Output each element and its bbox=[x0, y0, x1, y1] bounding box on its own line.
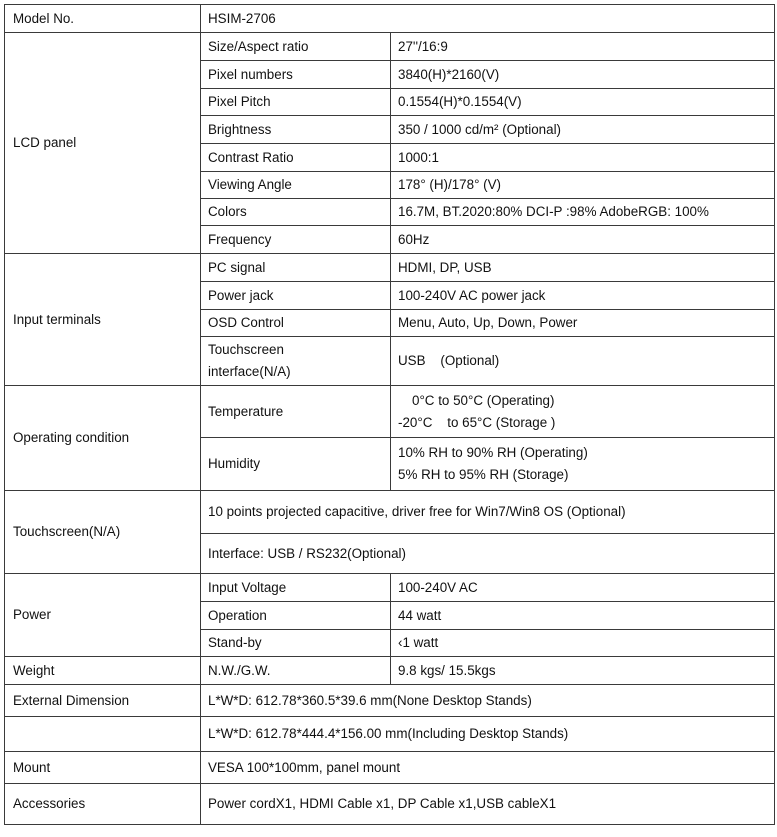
input-row-value: HDMI, DP, USB bbox=[391, 254, 775, 282]
operating-temperature-name: Temperature bbox=[201, 386, 391, 438]
touchscreen-interface: Interface: USB / RS232(Optional) bbox=[201, 534, 775, 574]
lcd-row-value: 16.7M, BT.2020:80% DCI-P :98% AdobeRGB: 100% bbox=[391, 199, 775, 226]
operating-humidity-value bbox=[391, 438, 775, 491]
row-power-input bbox=[5, 574, 775, 602]
label-touchscreen: Touchscreen(N/A) bbox=[5, 491, 201, 574]
lcd-row-name: Contrast Ratio bbox=[201, 144, 391, 172]
row-mount bbox=[5, 752, 775, 784]
label-model: Model No. bbox=[5, 5, 201, 33]
lcd-row-name: Pixel Pitch bbox=[201, 89, 391, 116]
lcd-row-name: Frequency bbox=[201, 226, 391, 254]
weight-value: 9.8 kgs/ 15.5kgs bbox=[391, 657, 775, 685]
lcd-row-value: 3840(H)*2160(V) bbox=[391, 61, 775, 89]
power-row-value: ‹1 watt bbox=[391, 630, 775, 657]
label-lcd-panel: LCD panel bbox=[5, 33, 201, 254]
label-external-dimension: External Dimension bbox=[5, 685, 201, 717]
spec-table bbox=[4, 4, 775, 825]
label-operating-condition: Operating condition bbox=[5, 386, 201, 491]
accessories-value: Power cordX1, HDMI Cable x1, DP Cable x1,USB cableX1 bbox=[201, 784, 775, 825]
input-row-value: Menu, Auto, Up, Down, Power bbox=[391, 310, 775, 337]
mount-value: VESA 100*100mm, panel mount bbox=[201, 752, 775, 784]
value-model: HSIM-2706 bbox=[201, 5, 775, 33]
power-row-name: Stand-by bbox=[201, 630, 391, 657]
humidity-storage: 5% RH to 95% RH (Storage) bbox=[398, 467, 569, 482]
dimension-no-stand: L*W*D: 612.78*360.5*39.6 mm(None Desktop Stands) bbox=[201, 685, 775, 717]
lcd-row-name: Colors bbox=[201, 199, 391, 226]
lcd-row-value: 350 / 1000 cd/m² (Optional) bbox=[391, 116, 775, 144]
label-weight: Weight bbox=[5, 657, 201, 685]
label-accessories: Accessories bbox=[5, 784, 201, 825]
lcd-row-name: Viewing Angle bbox=[201, 172, 391, 199]
operating-humidity-name: Humidity bbox=[201, 438, 391, 491]
dimension-with-stand: L*W*D: 612.78*444.4*156.00 mm(Including Desktop Stands) bbox=[201, 717, 775, 752]
temperature-operating: 0°C to 50°C (Operating) bbox=[412, 392, 555, 408]
row-lcd-size bbox=[5, 33, 775, 61]
input-touch-name-line2: interface(N/A) bbox=[208, 364, 291, 379]
touchscreen-type: 10 points projected capacitive, driver free for Win7/Win8 OS (Optional) bbox=[201, 491, 775, 534]
lcd-row-name: Pixel numbers bbox=[201, 61, 391, 89]
label-external-dimension-blank bbox=[5, 717, 201, 752]
row-dimension-no-stand bbox=[5, 685, 775, 717]
input-row-name: Power jack bbox=[201, 282, 391, 310]
input-row-value: 100-240V AC power jack bbox=[391, 282, 775, 310]
lcd-row-value: 178° (H)/178° (V) bbox=[391, 172, 775, 199]
row-accessories bbox=[5, 784, 775, 825]
input-row-name: PC signal bbox=[201, 254, 391, 282]
input-row-value bbox=[391, 337, 775, 386]
input-touch-value: USB (Optional) bbox=[398, 353, 500, 368]
input-touch-name bbox=[201, 337, 391, 386]
lcd-row-name: Brightness bbox=[201, 116, 391, 144]
weight-name: N.W./G.W. bbox=[201, 657, 391, 685]
label-input-terminals: Input terminals bbox=[5, 254, 201, 386]
label-mount: Mount bbox=[5, 752, 201, 784]
power-row-name: Input Voltage bbox=[201, 574, 391, 602]
row-touchscreen-type bbox=[5, 491, 775, 534]
lcd-row-value: 27''/16:9 bbox=[391, 33, 775, 61]
row-operating-temperature bbox=[5, 386, 775, 438]
operating-temperature-value bbox=[391, 386, 775, 438]
power-row-value: 100-240V AC bbox=[391, 574, 775, 602]
input-touch-name-line1: Touchscreen bbox=[208, 342, 284, 357]
row-dimension-with-stand bbox=[5, 717, 775, 752]
lcd-row-name: Size/Aspect ratio bbox=[201, 33, 391, 61]
row-model bbox=[5, 5, 775, 33]
label-power: Power bbox=[5, 574, 201, 657]
power-row-name: Operation bbox=[201, 602, 391, 630]
row-weight bbox=[5, 657, 775, 685]
humidity-operating: 10% RH to 90% RH (Operating) bbox=[398, 445, 588, 460]
row-input-pc bbox=[5, 254, 775, 282]
power-row-value: 44 watt bbox=[391, 602, 775, 630]
lcd-row-value: 0.1554(H)*0.1554(V) bbox=[391, 89, 775, 116]
lcd-row-value: 1000:1 bbox=[391, 144, 775, 172]
temperature-storage: -20°C to 65°C (Storage ) bbox=[398, 414, 556, 430]
lcd-row-value: 60Hz bbox=[391, 226, 775, 254]
input-row-name: OSD Control bbox=[201, 310, 391, 337]
